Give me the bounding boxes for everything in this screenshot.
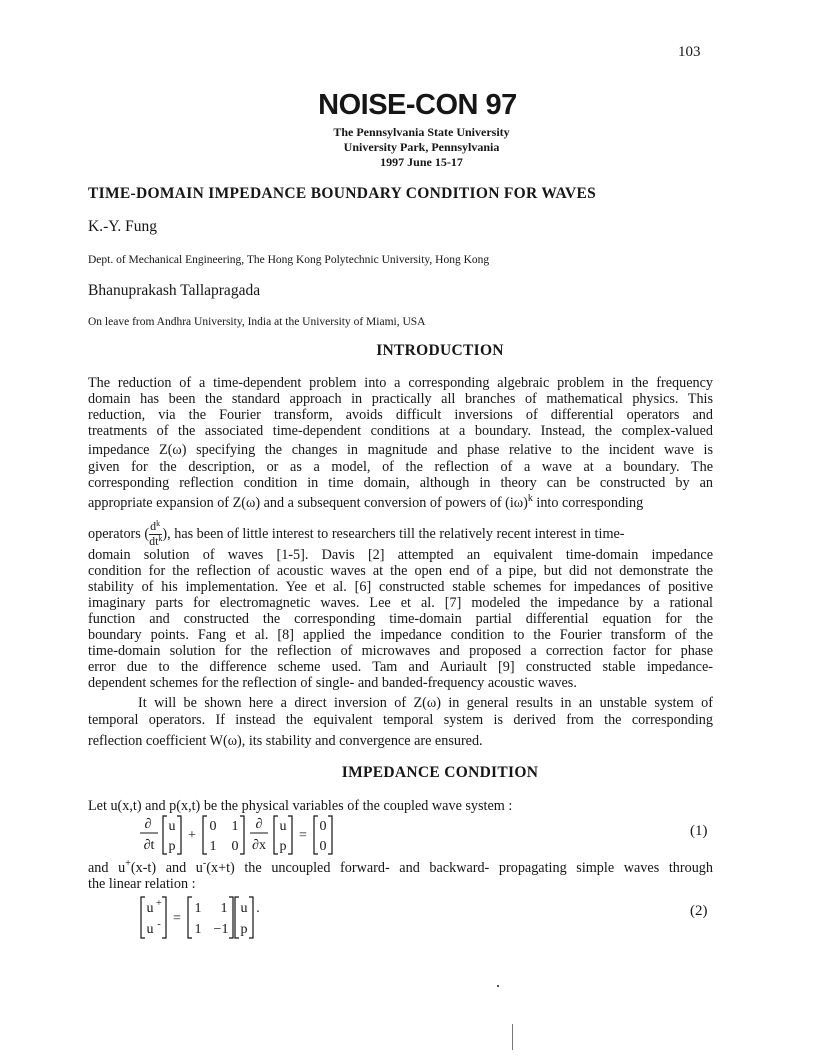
matrix-b22: −1 (213, 922, 229, 937)
paper-title: TIME-DOMAIN IMPEDANCE BOUNDARY CONDITION FOR WAVES (88, 185, 597, 202)
text-line: domain solution of waves [1-5]. Davis [2] attempted an equivalent time-domain impedance (88, 547, 713, 563)
zero-vector-top: 0 (319, 819, 327, 834)
superscript-minus: - (157, 919, 161, 930)
scan-speck (497, 985, 499, 987)
vector-u: u (168, 819, 176, 834)
vector-u: u (279, 819, 287, 834)
text-line: It will be shown here a direct inversion of Z(ω) in general results in an unstable system of (138, 695, 713, 711)
vector-u-plus: u (146, 901, 154, 916)
equals-sign: = (299, 828, 307, 843)
denominator-exponent: k (158, 534, 163, 543)
text-line: error due to the difference scheme used. Tam and Auriault [9] constructed stable impedance- (88, 659, 713, 675)
partial-symbol: ∂ (255, 817, 263, 832)
bracket-left (141, 897, 145, 938)
bracket-right (328, 816, 332, 854)
author-tallapragada: Bhanuprakash Tallapragada (88, 282, 261, 299)
matrix-a21: 1 (209, 839, 217, 854)
equation-1 (140, 814, 380, 856)
bracket-left (235, 897, 239, 938)
partial-symbol: ∂ (144, 817, 152, 832)
heading-introduction: INTRODUCTION (376, 342, 504, 359)
text-line: reduction, via the Fourier transform, avoids difficult inversions of differential operators and (88, 407, 713, 423)
text-fragment: appropriate expansion of Z(ω) and a subsequent conversion of powers of (iω) (88, 495, 528, 511)
matrix-b12: 1 (220, 901, 228, 916)
text-fragment: (x-t) and u (130, 860, 203, 876)
text-line: temporal operators. If instead the equivalent temporal system is derived from the corresponding (88, 712, 713, 728)
bracket-right (240, 816, 244, 854)
bracket-right (249, 897, 253, 938)
text-fragment: ), has been of little interest to researchers till the relatively recent interest in time- (162, 525, 625, 542)
plus-sign: + (188, 828, 196, 843)
partial-t: ∂t (143, 838, 155, 853)
conference-title: NOISE-CON 97 (318, 89, 517, 121)
vector-u-minus: u (146, 922, 154, 937)
bracket-left (314, 816, 318, 854)
matrix-a22: 0 (231, 839, 239, 854)
zero-vector-bottom: 0 (319, 839, 327, 854)
bracket-left (163, 816, 167, 854)
text-line: stability of his implementation. Yee et al. [6] constructed stable schemes for impedances of positive (88, 579, 713, 595)
text-fragment: and u (88, 860, 126, 876)
matrix-a11: 0 (209, 819, 217, 834)
partial-x: ∂x (252, 838, 266, 853)
equation-1-number: (1) (690, 823, 708, 839)
text-line (88, 860, 713, 876)
author-fung: K.-Y. Fung (88, 218, 158, 235)
matrix-b21: 1 (194, 922, 202, 937)
vector-p: p (240, 922, 248, 937)
matrix-b11: 1 (194, 901, 202, 916)
bracket-left (274, 816, 278, 854)
superscript-k: k (527, 493, 533, 504)
vector-p: p (168, 839, 176, 854)
denominator-dt: dt (149, 534, 159, 548)
venue-university: The Pennsylvania State University (333, 125, 510, 139)
text-line: impedance Z(ω) specifying the changes in magnitude and phase relative to the incident wave is (88, 442, 713, 458)
text-line: Let u(x,t) and p(x,t) be the physical variables of the coupled wave system : (88, 798, 513, 814)
fraction-numerator (149, 520, 162, 535)
bracket-right (162, 897, 166, 938)
text-line: condition for the reflection of acoustic waves at the open end of a pipe, but did not demonstrate the (88, 563, 713, 579)
bracket-left (188, 897, 192, 938)
equation-2-number: (2) (690, 903, 708, 919)
numerator-d: d (150, 519, 157, 533)
text-line: function and constructed the corresponding time-domain partial differential equation for the (88, 611, 713, 627)
bracket-right (288, 816, 292, 854)
text-fragment: operators ( (88, 525, 150, 542)
text-line: given for the description, or as a model, of the reflection of a wave at a boundary. The (88, 459, 713, 475)
text-fragment: (x+t) the uncoupled forward- and backward- propagating simple waves through (206, 860, 713, 876)
affiliation-tallapragada: On leave from Andhra University, India at the University of Miami, USA (88, 316, 426, 328)
affiliation-fung: Dept. of Mechanical Engineering, The Hong Kong Polytechnic University, Hong Kong (88, 254, 490, 266)
matrix-a12: 1 (231, 819, 239, 834)
text-fragment: into corresponding (532, 495, 644, 511)
text-line: corresponding reflection condition in time domain, although in theory can be constructed by an (88, 475, 713, 491)
vector-p: p (279, 839, 287, 854)
text-line: treatments of the associated time-dependent conditions at a boundary. Instead, the complex-valued (88, 423, 713, 439)
text-line: dependent schemes for the reflection of single- and banded-frequency acoustic waves. (88, 675, 577, 691)
text-line: reflection coefficient W(ω), its stability and convergence are ensured. (88, 733, 483, 749)
text-line (88, 519, 713, 548)
superscript-plus: + (156, 898, 162, 909)
text-line: The reduction of a time-dependent problem into a corresponding algebraic problem in the frequency (88, 375, 713, 391)
text-line: the linear relation : (88, 876, 196, 892)
venue-location: University Park, Pennsylvania (343, 140, 500, 154)
numerator-exponent: k (156, 519, 161, 528)
text-line: domain has been the standard approach in practically all branches of mathematical physics. This (88, 391, 713, 407)
heading-impedance-condition: IMPEDANCE CONDITION (341, 764, 539, 781)
venue-date: 1997 June 15-17 (380, 155, 463, 169)
equals-sign: = (173, 911, 181, 926)
period: . (256, 901, 260, 916)
vector-u: u (240, 901, 248, 916)
superscript-plus: + (125, 858, 131, 869)
equation-2 (140, 895, 290, 941)
derivative-fraction (149, 520, 162, 549)
bracket-left (203, 816, 207, 854)
text-line: imaginary parts for electromagnetic waves. Lee et al. [7] modeled the impedance by a rational (88, 595, 713, 611)
page-number: 103 (678, 44, 701, 60)
bracket-right (229, 897, 233, 938)
text-line: time-domain solution for the reflection of microwaves and proposed a correction factor for phase (88, 643, 713, 659)
scan-mark (512, 1024, 513, 1050)
text-line: boundary points. Fang et al. [8] applied the impedance condition to the Fourier transform of the (88, 627, 713, 643)
text-line (88, 495, 713, 511)
superscript-minus: - (202, 858, 207, 869)
bracket-right (177, 816, 181, 854)
